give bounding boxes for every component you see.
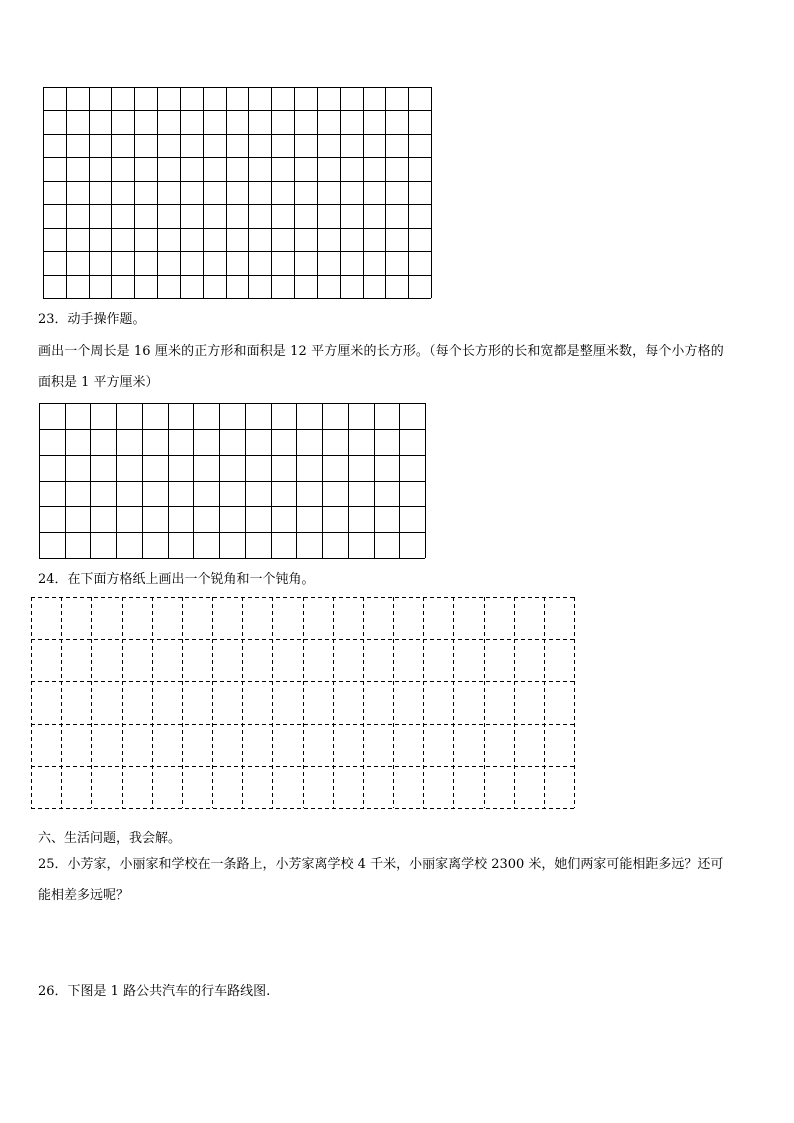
- q24-grid[interactable]: [30, 596, 575, 809]
- section6-heading: 六、生活问题，我会解。: [38, 831, 182, 846]
- q24-text: 在下面方格纸上画出一个锐角和一个钝角。: [67, 572, 315, 587]
- q23-heading: [38, 311, 146, 329]
- q26-line: [38, 983, 270, 1001]
- q23-grid-lines[interactable]: [38, 402, 426, 559]
- q24-heading: [38, 571, 315, 589]
- q25-number: 25．: [38, 857, 68, 872]
- q23-instruction-line1: 画出一个周长是 16 厘米的正方形和面积是 12 平方厘米的长方形。（每个长方形的长和宽都是整厘米数，每个小方格的: [38, 344, 724, 359]
- q25-line1: [38, 856, 723, 874]
- q25-line2: 能相差多远呢？: [38, 888, 130, 903]
- q23-title: 动手操作题。: [67, 312, 146, 327]
- q26-number: 26．: [38, 984, 68, 999]
- q24-number: 24．: [38, 572, 68, 587]
- top-grid: [42, 86, 432, 299]
- q24-grid-lines[interactable]: [30, 596, 575, 809]
- q23-instruction-line2: 面积是 1 平方厘米）: [38, 375, 159, 390]
- q23-number: 23．: [38, 312, 68, 327]
- q25-text-line1: 小芳家，小丽家和学校在一条路上，小芳家离学校 4 千米，小丽家离学校 2300 米，她们两家可能相距多远？还可: [67, 857, 724, 872]
- top-grid-lines: [42, 86, 432, 299]
- q26-text: 下图是 1 路公共汽车的行车路线图.: [67, 984, 271, 999]
- q23-grid[interactable]: [38, 402, 426, 559]
